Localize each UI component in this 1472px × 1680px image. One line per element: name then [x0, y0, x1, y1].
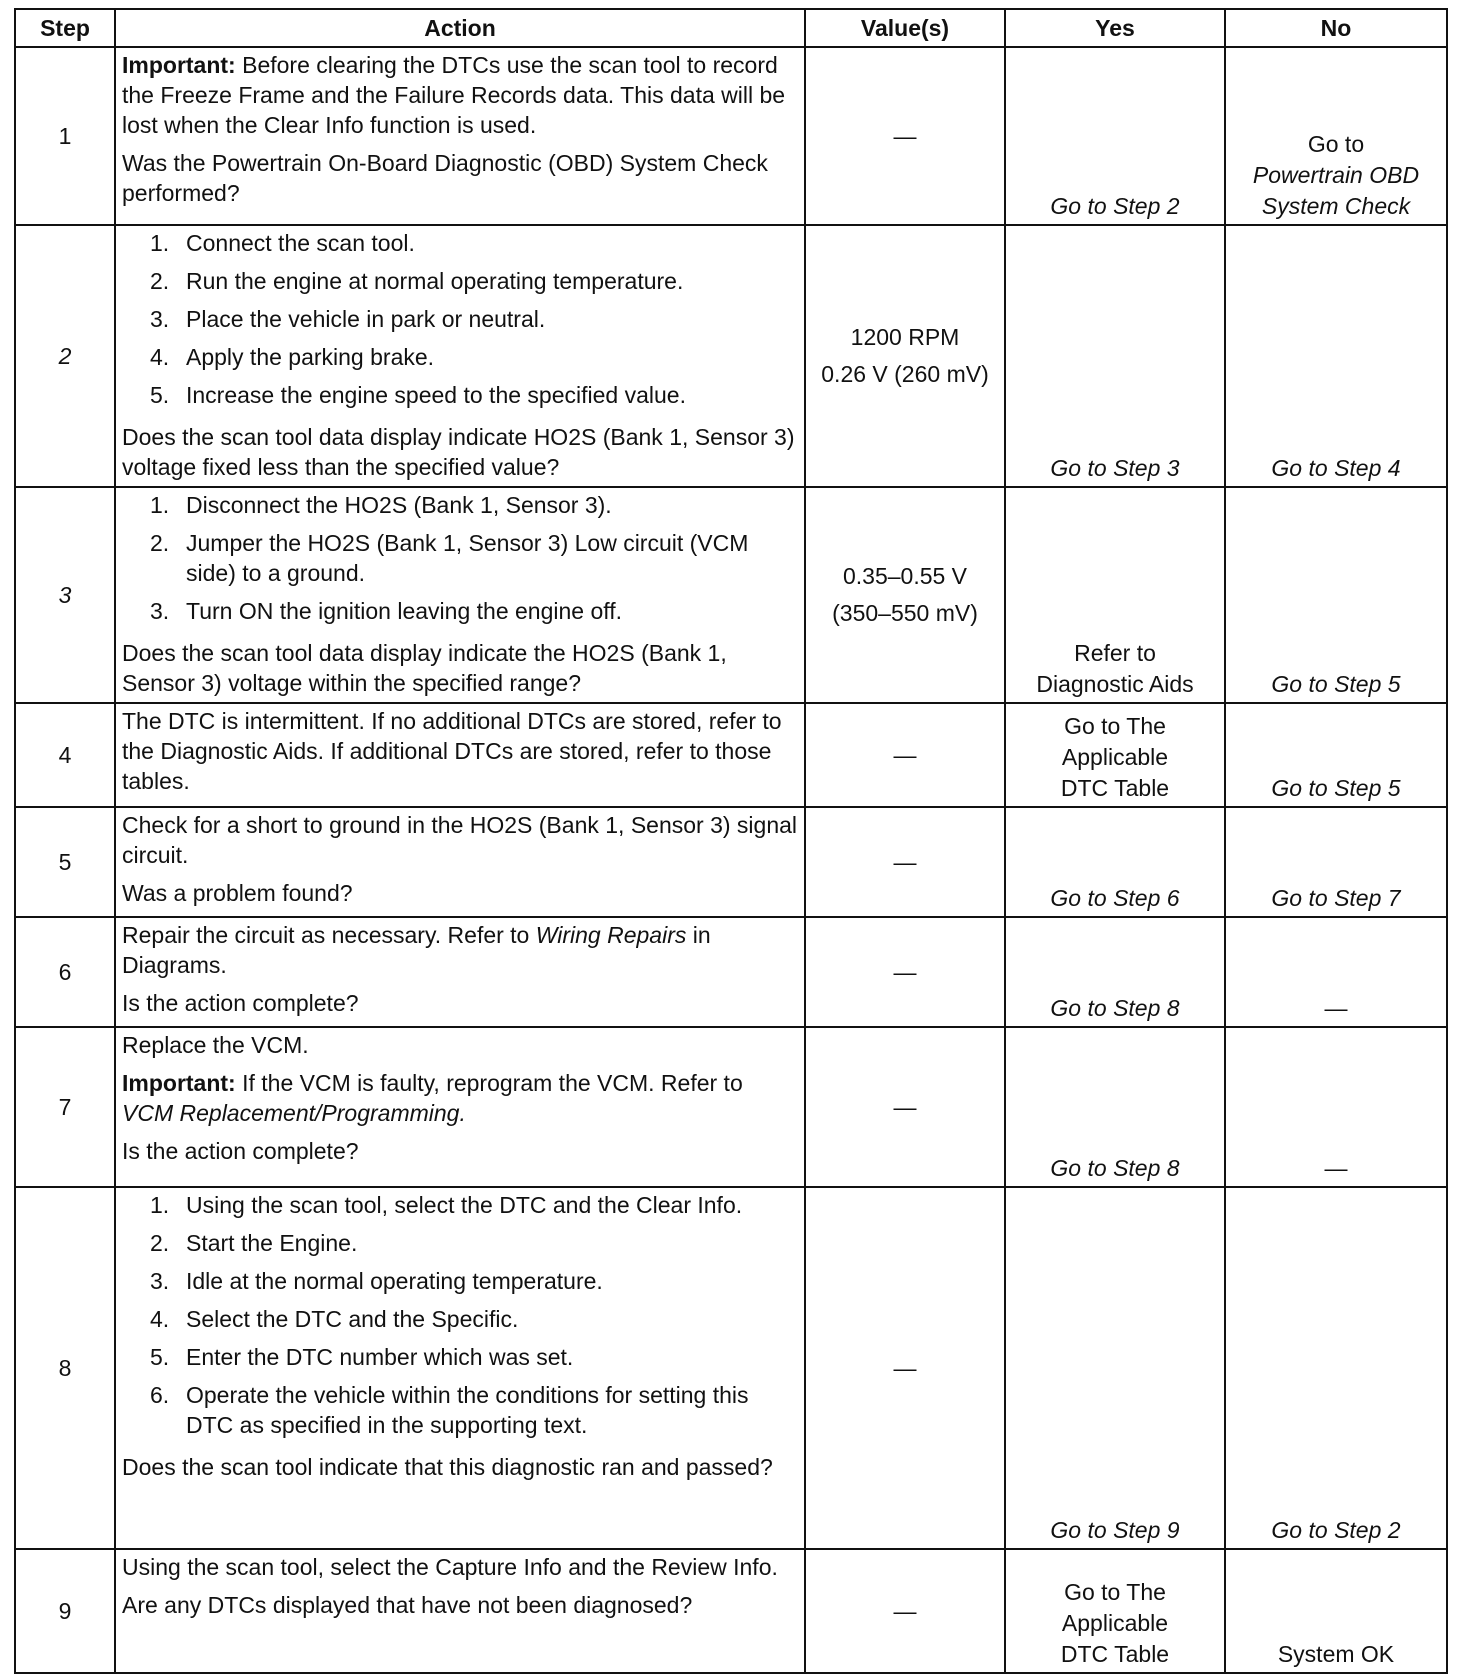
table-row: [15, 47, 1447, 225]
action-step-item: [122, 266, 798, 296]
table-row: [15, 225, 1447, 487]
action-text: Does the scan tool indicate that this diagnostic ran and passed?: [122, 1454, 773, 1480]
value-text: —: [893, 122, 917, 149]
step-item-text: Using the scan tool, select the DTC and the Clear Info.: [186, 1192, 743, 1218]
no-text: Go to Step 2: [1271, 1517, 1401, 1543]
action-text: Replace the VCM.: [122, 1032, 309, 1058]
action-cell: [115, 1027, 805, 1187]
no-text: Go to Step 4: [1271, 455, 1401, 481]
step-item-number: 2.: [150, 1230, 170, 1256]
value-text: 1200 RPM: [850, 324, 960, 350]
yes-cell: [1005, 917, 1225, 1027]
no-cell: [1225, 1549, 1447, 1673]
step-item-text: Start the Engine.: [186, 1230, 358, 1256]
step-item-text: Idle at the normal operating temperature.: [186, 1268, 603, 1294]
step-number: 9: [15, 1549, 115, 1673]
action-step-item: [122, 596, 798, 626]
yes-text: Go to Step 2: [1050, 193, 1180, 219]
table-row: [15, 917, 1447, 1027]
value-text: —: [893, 741, 917, 768]
step-item-number: 1.: [150, 1192, 170, 1218]
step-item-text: Run the engine at normal operating temperature.: [186, 268, 684, 294]
action-cell: [115, 807, 805, 917]
action-step-item: [122, 1380, 798, 1440]
action-step-item: [122, 1342, 798, 1372]
action-content: [122, 706, 798, 804]
yes-cell: [1005, 487, 1225, 703]
action-text: Before clearing the DTCs use the scan tool to record the Freeze Frame and the Failure Records data. This data will be lost when the Clear Info function is used.: [122, 52, 786, 138]
yes-text: Go to Step 8: [1050, 995, 1180, 1021]
table-row: [15, 807, 1447, 917]
table-row: [15, 1027, 1447, 1187]
action-cell: [115, 487, 805, 703]
diagnostic-table: [14, 8, 1448, 1674]
value-cell: [805, 225, 1005, 487]
step-item-text: Connect the scan tool.: [186, 230, 415, 256]
no-text: System Check: [1261, 193, 1411, 219]
step-number: 6: [15, 917, 115, 1027]
action-text: Is the action complete?: [122, 990, 359, 1016]
step-item-number: 6.: [150, 1382, 170, 1408]
value-cell: [805, 1549, 1005, 1673]
action-paragraph: [122, 706, 798, 796]
action-paragraph: [122, 1030, 798, 1060]
yes-cell: [1005, 807, 1225, 917]
no-text: Go to Step 5: [1271, 775, 1401, 801]
no-text: —: [1324, 1155, 1348, 1181]
value-text: —: [893, 848, 917, 875]
action-content: [122, 1190, 798, 1546]
action-text: Repair the circuit as necessary. Refer to: [122, 922, 536, 948]
header-values: Value(s): [805, 9, 1005, 47]
no-cell: [1225, 1187, 1447, 1549]
action-content: [122, 228, 798, 484]
value-cell: [805, 917, 1005, 1027]
value-text: —: [893, 1093, 917, 1120]
no-cell: [1225, 47, 1447, 225]
step-item-number: 5.: [150, 382, 170, 408]
header-no: No: [1225, 9, 1447, 47]
reference-link-text: VCM Replacement/Programming.: [122, 1100, 466, 1126]
step-item-text: Jumper the HO2S (Bank 1, Sensor 3) Low circuit (VCM side) to a ground.: [186, 530, 749, 586]
action-cell: [115, 917, 805, 1027]
action-steps-list: [122, 490, 798, 634]
action-step-item: [122, 528, 798, 588]
step-item-text: Place the vehicle in park or neutral.: [186, 306, 546, 332]
step-item-text: Increase the engine speed to the specified value.: [186, 382, 686, 408]
header-action: Action: [115, 9, 805, 47]
step-item-number: 2.: [150, 530, 170, 556]
no-text: Go to: [1307, 131, 1365, 157]
action-step-item: [122, 490, 798, 520]
action-step-item: [122, 342, 798, 372]
value-cell: [805, 1027, 1005, 1187]
action-paragraph: [122, 1552, 798, 1582]
no-cell: [1225, 487, 1447, 703]
action-paragraph: [122, 50, 798, 140]
action-text: Are any DTCs displayed that have not been diagnosed?: [122, 1592, 693, 1618]
yes-cell: [1005, 1187, 1225, 1549]
step-item-text: Disconnect the HO2S (Bank 1, Sensor 3).: [186, 492, 612, 518]
action-text-tail: in Diagrams.: [122, 922, 711, 978]
action-step-item: [122, 1304, 798, 1334]
step-number: 3: [15, 487, 115, 703]
value-cell: [805, 1187, 1005, 1549]
no-text: Powertrain OBD: [1252, 162, 1420, 188]
step-number: 2: [15, 225, 115, 487]
yes-cell: [1005, 703, 1225, 807]
yes-text: Diagnostic Aids: [1036, 671, 1194, 697]
step-item-text: Turn ON the ignition leaving the engine off.: [186, 598, 623, 624]
action-text: Using the scan tool, select the Capture Info and the Review Info.: [122, 1554, 778, 1580]
step-number: 7: [15, 1027, 115, 1187]
no-cell: [1225, 703, 1447, 807]
important-label: Important:: [122, 52, 236, 78]
step-item-number: 5.: [150, 1344, 170, 1370]
action-content: [122, 1030, 798, 1184]
step-item-number: 4.: [150, 1306, 170, 1332]
no-text: Go to Step 5: [1271, 671, 1401, 697]
action-text: The DTC is intermittent. If no additional DTCs are stored, refer to the Diagnostic Aids. If additional DTCs are stored, refer to those tables.: [122, 708, 782, 794]
step-item-number: 3.: [150, 598, 170, 624]
important-label: Important:: [122, 1070, 236, 1096]
action-cell: [115, 47, 805, 225]
step-item-text: Operate the vehicle within the conditions for setting this DTC as specified in the supporting text.: [186, 1382, 749, 1438]
value-text: 0.26 V (260 mV): [821, 361, 989, 387]
action-text: Was the Powertrain On-Board Diagnostic (OBD) System Check performed?: [122, 150, 768, 206]
no-cell: [1225, 807, 1447, 917]
action-step-item: [122, 304, 798, 334]
action-paragraph: [122, 422, 798, 482]
action-content: [122, 1552, 798, 1670]
action-step-item: [122, 1266, 798, 1296]
no-text: System OK: [1277, 1641, 1395, 1667]
table-body: [15, 47, 1447, 1673]
action-paragraph: [122, 148, 798, 208]
no-cell: [1225, 917, 1447, 1027]
reference-link-text: Wiring Repairs: [535, 922, 687, 948]
action-step-item: [122, 1228, 798, 1258]
step-number: 5: [15, 807, 115, 917]
action-steps-list: [122, 1190, 798, 1448]
value-text: —: [893, 1354, 917, 1381]
yes-text: Go to Step 8: [1050, 1155, 1180, 1181]
action-paragraph: [122, 638, 798, 698]
action-paragraph: [122, 810, 798, 870]
yes-text: Go to Step 3: [1050, 455, 1180, 481]
action-text: Does the scan tool data display indicate the HO2S (Bank 1, Sensor 3) voltage within the specified range?: [122, 640, 727, 696]
yes-text: Go to The: [1064, 713, 1166, 739]
yes-text: Go to The: [1064, 1579, 1166, 1605]
action-content: [122, 490, 798, 700]
action-cell: [115, 1187, 805, 1549]
yes-text: Go to Step 9: [1050, 1517, 1180, 1543]
yes-text: Applicable: [1061, 744, 1169, 770]
yes-text: Refer to: [1074, 640, 1156, 666]
table-row: [15, 1549, 1447, 1673]
yes-text: DTC Table: [1060, 1641, 1170, 1667]
yes-text: Applicable: [1061, 1610, 1169, 1636]
value-cell: [805, 807, 1005, 917]
action-text: Was a problem found?: [122, 880, 353, 906]
yes-cell: [1005, 47, 1225, 225]
step-item-number: 1.: [150, 230, 170, 256]
action-text: Is the action complete?: [122, 1138, 359, 1164]
action-paragraph: [122, 988, 798, 1018]
value-text: —: [893, 958, 917, 985]
step-item-number: 3.: [150, 306, 170, 332]
action-content: [122, 50, 798, 222]
value-cell: [805, 703, 1005, 807]
action-step-item: [122, 1190, 798, 1220]
action-step-item: [122, 228, 798, 258]
value-text: —: [893, 1597, 917, 1624]
value-text: 0.35–0.55 V: [842, 563, 968, 589]
step-item-text: Apply the parking brake.: [186, 344, 435, 370]
action-step-item: [122, 380, 798, 410]
step-item-text: Enter the DTC number which was set.: [186, 1344, 574, 1370]
header-yes: Yes: [1005, 9, 1225, 47]
yes-text: Go to Step 6: [1050, 885, 1180, 911]
yes-cell: [1005, 225, 1225, 487]
step-number: 1: [15, 47, 115, 225]
step-item-number: 3.: [150, 1268, 170, 1294]
action-content: [122, 810, 798, 914]
action-cell: [115, 225, 805, 487]
value-cell: [805, 47, 1005, 225]
table-row: [15, 487, 1447, 703]
step-number: 8: [15, 1187, 115, 1549]
value-text: (350–550 mV): [832, 600, 978, 626]
yes-cell: [1005, 1027, 1225, 1187]
step-number: 4: [15, 703, 115, 807]
action-paragraph: [122, 878, 798, 908]
step-item-number: 1.: [150, 492, 170, 518]
action-text: Does the scan tool data display indicate HO2S (Bank 1, Sensor 3) voltage fixed less than the specified value?: [122, 424, 795, 480]
value-cell: [805, 487, 1005, 703]
step-item-text: Select the DTC and the Specific.: [186, 1306, 519, 1332]
no-cell: [1225, 1027, 1447, 1187]
no-cell: [1225, 225, 1447, 487]
action-cell: [115, 703, 805, 807]
step-item-number: 2.: [150, 268, 170, 294]
action-text: Check for a short to ground in the HO2S (Bank 1, Sensor 3) signal circuit.: [122, 812, 798, 868]
action-paragraph: [122, 1452, 798, 1482]
table-row: [15, 1187, 1447, 1549]
header-step: Step: [15, 9, 115, 47]
yes-text: DTC Table: [1060, 775, 1170, 801]
no-text: —: [1324, 995, 1348, 1021]
action-paragraph: [122, 1136, 798, 1166]
action-paragraph: [122, 1590, 798, 1620]
step-item-number: 4.: [150, 344, 170, 370]
table-header-row: [15, 9, 1447, 47]
no-text: Go to Step 7: [1271, 885, 1401, 911]
action-cell: [115, 1549, 805, 1673]
action-paragraph: [122, 920, 798, 980]
action-steps-list: [122, 228, 798, 418]
action-paragraph: [122, 1068, 798, 1128]
action-text: If the VCM is faulty, reprogram the VCM. Refer to: [235, 1070, 743, 1096]
yes-cell: [1005, 1549, 1225, 1673]
table-row: [15, 703, 1447, 807]
action-content: [122, 920, 798, 1024]
